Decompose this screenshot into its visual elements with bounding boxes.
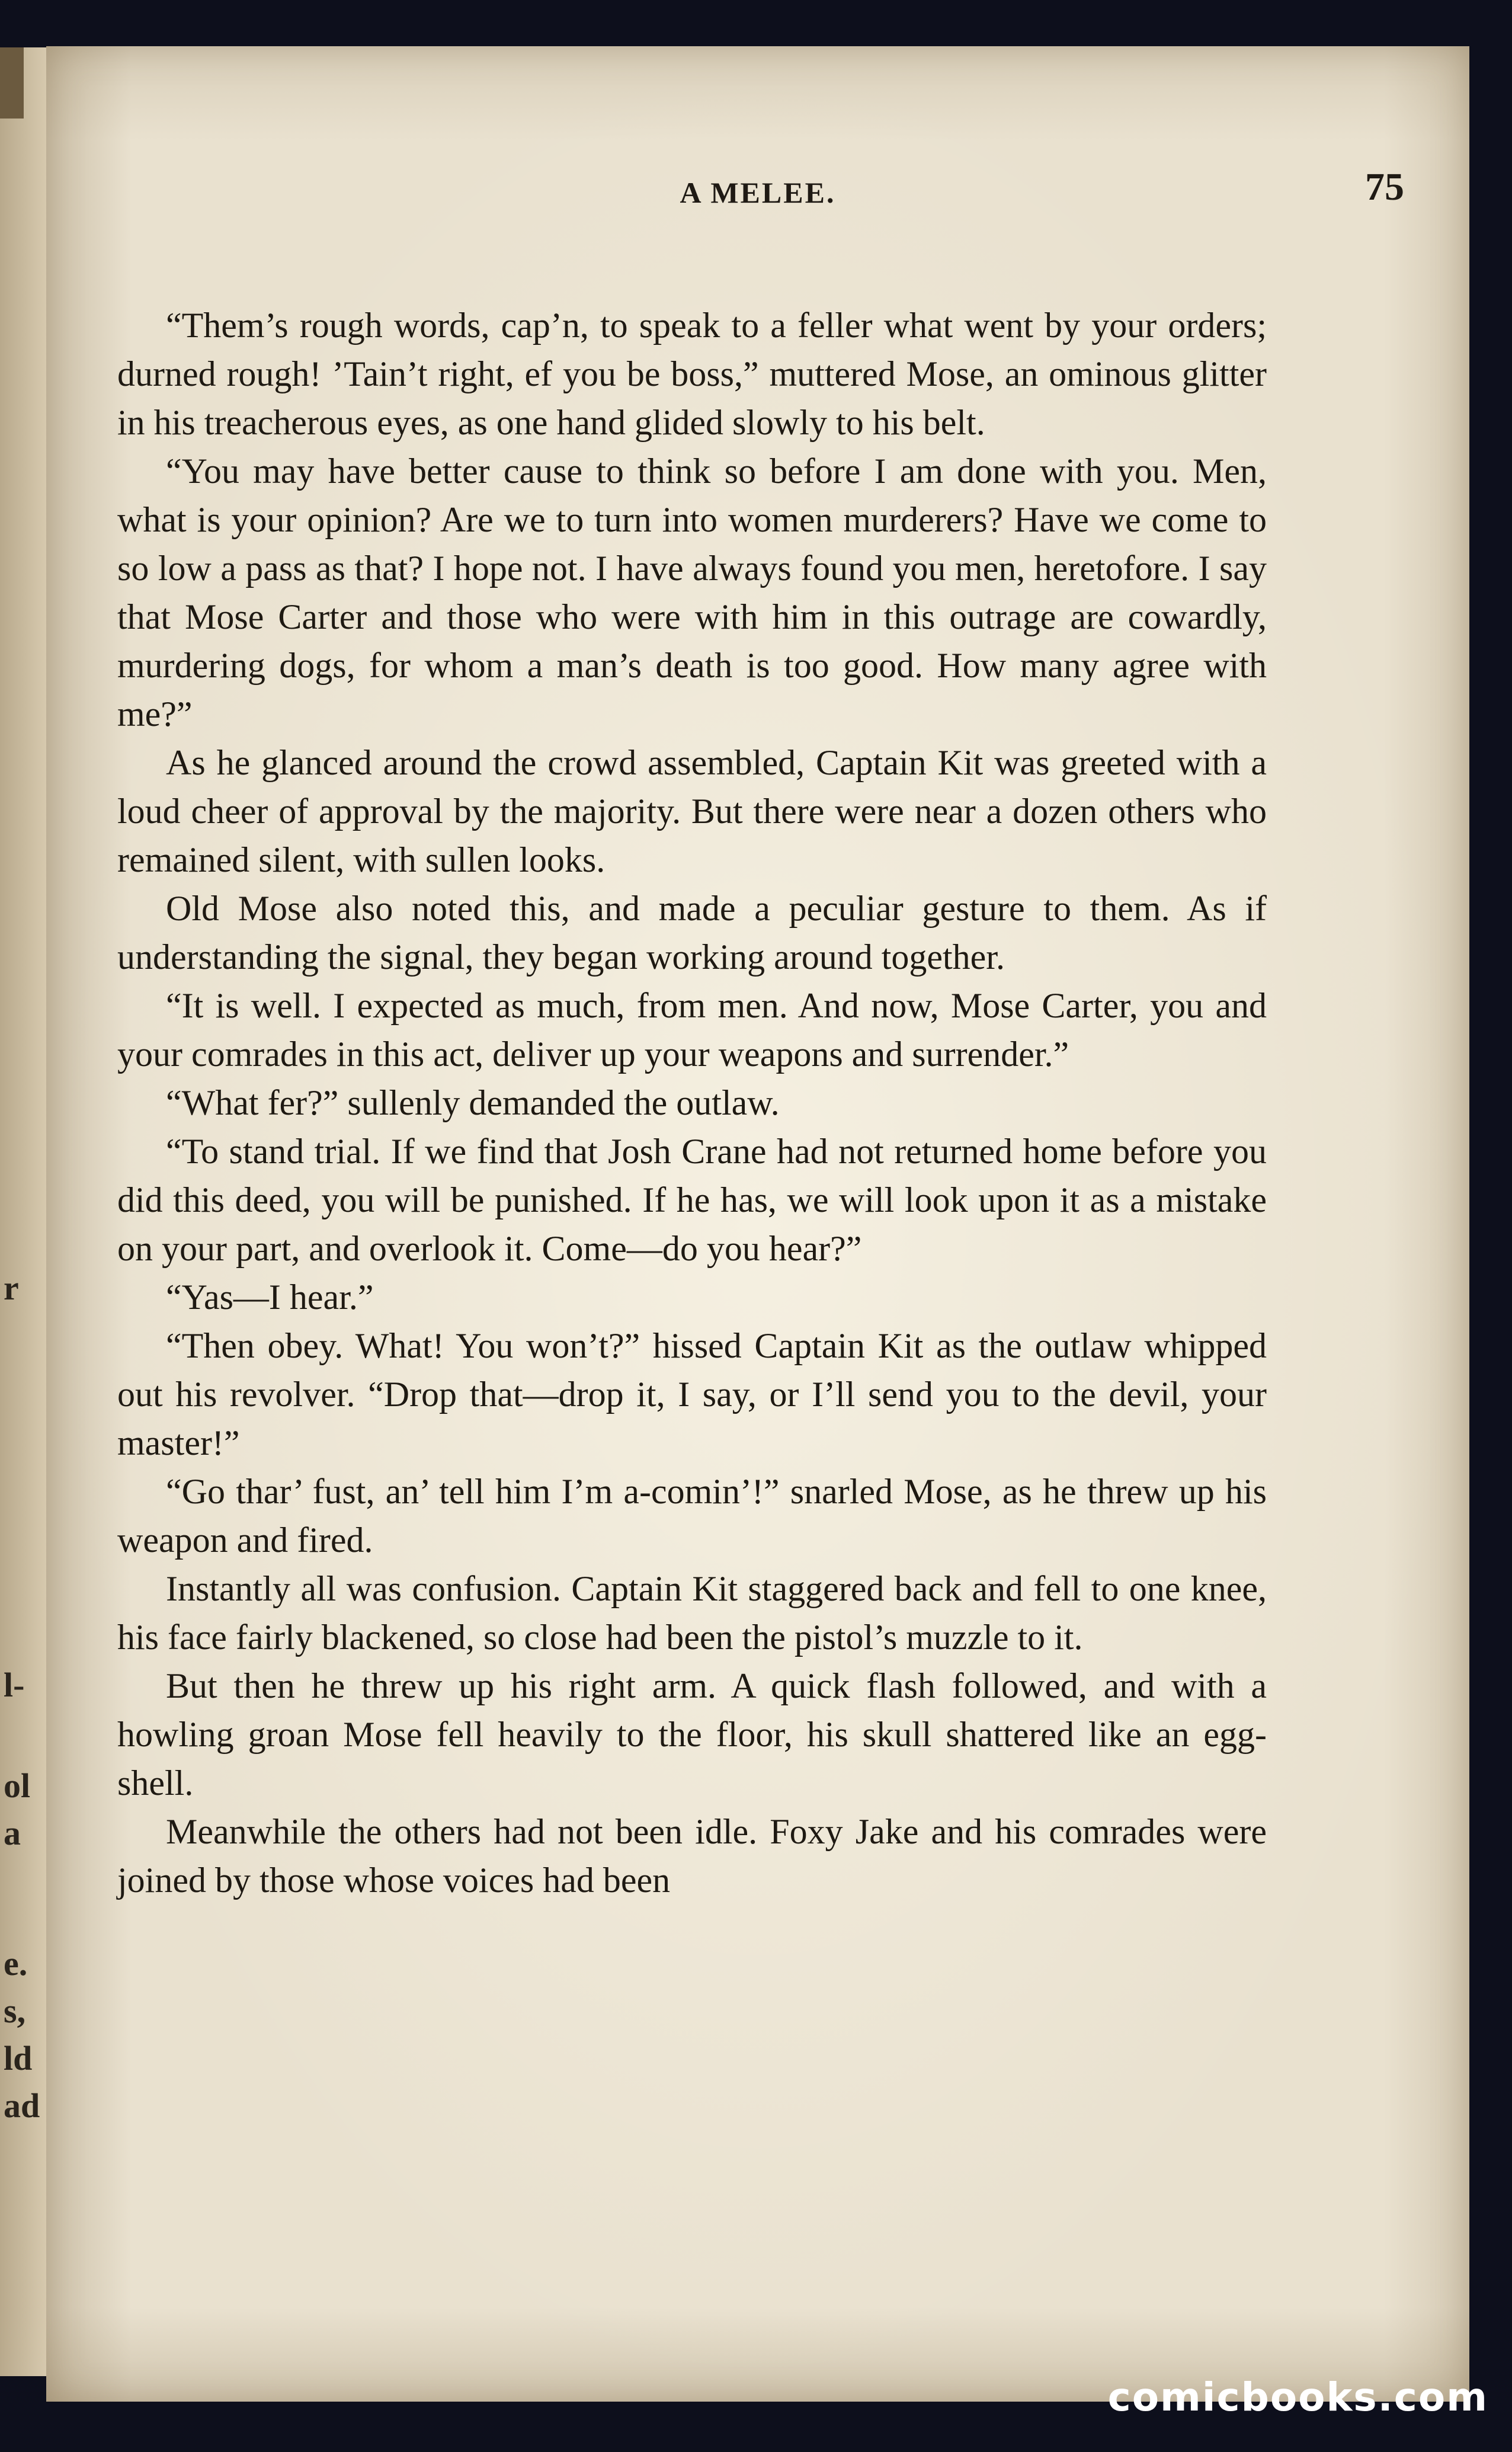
paragraph: “You may have better cause to think so before I am done with you. Men, what is your opinion? Are we to turn into women murderers? Have we come to so low a pass as that? I hope not. I have always found you men, heretofore. I say that Mose Carter and those who were with him in this outrage are cowardly, murdering dogs, for whom a man’s death is too good. How many agree with me?” <box>117 452 1267 734</box>
left-page-fragment: r <box>4 1269 19 1307</box>
left-page-fragment: a <box>4 1814 21 1852</box>
paragraph: “Them’s rough words, cap’n, to speak to a feller what went by your orders; durned rough! ’Tain’t right, ef you be boss,” muttered Mose, an ominous glitter in his treacherous eyes, as one hand glided slowly to his belt. <box>117 306 1267 442</box>
paragraph: “It is well. I expected as much, from men. And now, Mose Carter, you and your comrades in this act, deliver up your weapons and surrender.” <box>117 986 1267 1074</box>
left-page-fragment: s, <box>4 1992 26 2030</box>
book-spine <box>0 47 24 119</box>
page-header <box>111 165 1404 230</box>
paragraph: But then he threw up his right arm. A quick flash followed, and with a howling groan Mose fell heavily to the floor, his skull shattered like an egg-shell. <box>117 1666 1267 1803</box>
site-watermark: comicbooks.com <box>1107 2374 1488 2420</box>
paragraph: Old Mose also noted this, and made a peculiar gesture to them. As if understanding the signal, they began working around together. <box>117 889 1267 977</box>
paragraph: Instantly all was confusion. Captain Kit staggered back and fell to one knee, his face fairly blackened, so close had been the pistol’s muzzle to it. <box>117 1569 1267 1657</box>
page-number: 75 <box>1365 165 1404 209</box>
left-page-fragment: l- <box>4 1666 25 1704</box>
paragraph: “What fer?” sullenly demanded the outlaw. <box>166 1083 780 1122</box>
paragraph: “Then obey. What! You won’t?” hissed Captain Kit as the outlaw whipped out his revolver. “Drop that—drop it, I say, or I’ll send you to the devil, your master!” <box>117 1326 1267 1462</box>
paragraph: “Go thar’ fust, an’ tell him I’m a-comin’!” snarled Mose, as he threw up his weapon and fired. <box>117 1472 1267 1560</box>
left-page-fragment: ol <box>4 1766 31 1805</box>
left-page-fragment: ad <box>4 2086 40 2125</box>
running-head: A MELEE. <box>680 176 836 209</box>
left-page-fragment: e. <box>4 1944 28 1983</box>
left-page-fragment: ld <box>4 2039 33 2078</box>
paragraph: “Yas—I hear.” <box>166 1278 374 1317</box>
body-text <box>117 301 1267 1904</box>
paragraph: As he glanced around the crowd assembled, Captain Kit was greeted with a loud cheer of approval by the majority. But there were near a dozen others who remained silent, with sullen looks. <box>117 743 1267 879</box>
paragraph: Meanwhile the others had not been idle. Foxy Jake and his comrades were joined by those whose voices had been <box>117 1812 1267 1900</box>
paragraph: “To stand trial. If we find that Josh Crane had not returned home before you did this deed, you will be punished. If he has, we will look upon it as a mistake on your part, and overlook it. Come—do you hear?” <box>117 1132 1267 1268</box>
book-page <box>46 46 1469 2402</box>
